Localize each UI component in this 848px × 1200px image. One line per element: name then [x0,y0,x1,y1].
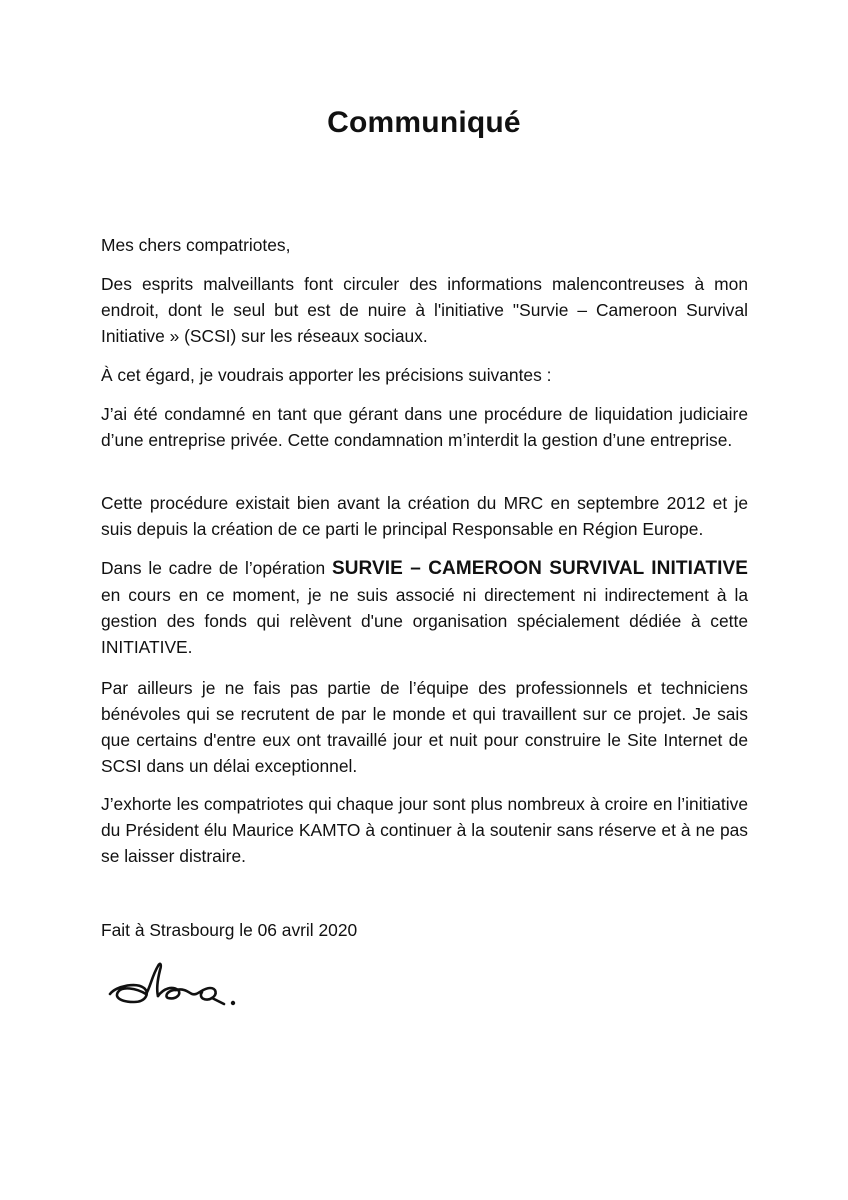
greeting: Mes chers compatriotes, [101,235,291,255]
paragraph-3: J’ai été condamné en tant que gérant dans une procédure de liquidation judiciaire d’une entreprise privée. Cette condamnation m’interdit la gestion d’une entreprise. [101,404,748,450]
paragraph-6: Par ailleurs je ne fais pas partie de l’équipe des professionnels et techniciens bénévoles qui se recrutent de par le monde et qui travaillent sur ce projet. Je sais que certains d'entre eux ont travaillé jour et nuit pour construire le Site Internet de SCSI dans un délai exceptionnel. [101,678,748,776]
paragraph-4: Cette procédure existait bien avant la création du MRC en septembre 2012 et je suis depuis la création de ce parti le principal Responsable en Région Europe. [101,493,748,539]
paragraph-2: À cet égard, je voudrais apporter les précisions suivantes : [101,365,552,385]
paragraph-5 [101,555,748,660]
paragraph-7: J’exhorte les compatriotes qui chaque jour sont plus nombreux à croire en l’initiative du Président élu Maurice KAMTO à continuer à la soutenir sans réserve et à ne pas se laisser distraire. [101,794,748,866]
place-and-date: Fait à Strasbourg le 06 avril 2020 [101,920,358,940]
paragraph-5-intro: Dans le cadre de l’opération [101,558,332,578]
paragraph-5-rest: en cours en ce moment, je ne suis associé ni directement ni indirectement à la gestion des fonds qui relèvent d'une organisation spécialement dédiée à cette INITIATIVE. [101,585,748,657]
initiative-name-highlight: SURVIE – CAMEROON SURVIVAL INITIATIVE [331,558,748,579]
paragraph-1: Des esprits malveillants font circuler des informations malencontreuses à mon endroit, dont le seul but est de nuire à l'initiative "Survie – Cameroon Survival Initiative » (SCSI) sur les réseaux sociaux. [101,274,748,346]
handwritten-signature [106,958,246,1018]
document-title: Communiqué [327,106,521,139]
